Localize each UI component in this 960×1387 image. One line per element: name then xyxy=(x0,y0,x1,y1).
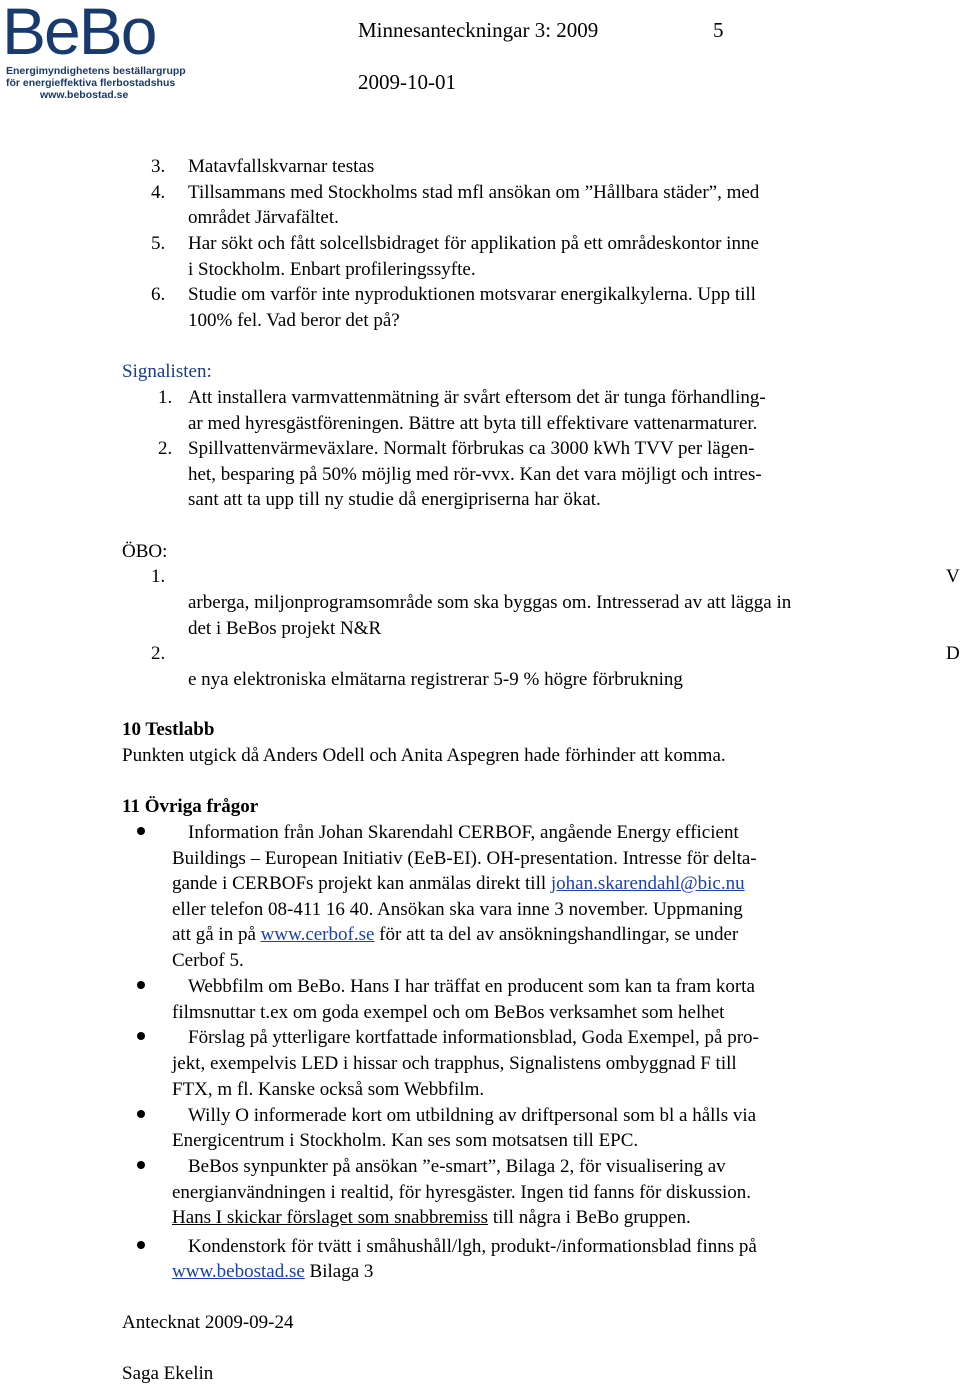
list-item: Förslag på ytterligare kortfattade informationsblad, Goda Exempel, på pro- xyxy=(188,1027,759,1048)
list-item: FTX, m fl. Kanske också som Webbfilm. xyxy=(172,1079,485,1100)
list-number: 5. xyxy=(151,233,166,254)
list-item: Cerbof 5. xyxy=(172,950,244,971)
list-item xyxy=(172,925,738,944)
text: gande i CERBOFs projekt kan anmälas direkt till xyxy=(172,873,551,894)
list-item: Matavfallskvarnar testas xyxy=(188,156,375,177)
logo-url: www.bebostad.se xyxy=(40,89,129,101)
list-number: 1. xyxy=(151,566,166,587)
section-heading-ovriga: 11 Övriga frågor xyxy=(122,796,259,817)
text: att gå in på xyxy=(172,924,261,945)
list-item: Information från Johan Skarendahl CERBOF, angående Energy efficient xyxy=(188,822,739,843)
logo-tagline-2: för energieffektiva flerbostadshus xyxy=(6,77,176,89)
section-heading-signalisten: Signalisten: xyxy=(122,361,212,382)
list-item: Spillvattenvärmeväxlare. Normalt förbrukas ca 3000 kWh TVV per lägen- xyxy=(188,438,755,459)
bullet-icon xyxy=(137,1032,145,1040)
bebostad-link[interactable]: www.bebostad.se xyxy=(172,1261,305,1282)
list-item: eller telefon 08-411 16 40. Ansökan ska vara inne 3 november. Uppmaning xyxy=(172,899,743,920)
bullet-icon xyxy=(137,827,145,835)
list-item xyxy=(172,874,745,893)
list-item: Att installera varmvattenmätning är svårt eftersom det är tunga förhandling- xyxy=(188,387,766,408)
list-item: Buildings – European Initiativ (EeB-EI). OH-presentation. Intresse för delta- xyxy=(172,848,757,869)
list-item: Webbfilm om BeBo. Hans I har träffat en producent som kan ta fram korta xyxy=(188,976,755,997)
section-heading-obo: ÖBO: xyxy=(122,541,168,562)
list-item: Studie om varför inte nyproduktionen motsvarar energikalkylerna. Upp till xyxy=(188,284,756,305)
list-item: Energicentrum i Stockholm. Kan ses som motsatsen till EPC. xyxy=(172,1130,639,1151)
overflow-letter: D xyxy=(946,643,960,664)
logo-text: BeBo xyxy=(2,0,156,68)
document-date: 2009-10-01 xyxy=(358,70,456,94)
list-item: BeBos synpunkter på ansökan ”e-smart”, Bilaga 2, för visualisering av xyxy=(188,1156,726,1177)
email-link[interactable]: johan.skarendahl@bic.nu xyxy=(550,873,745,894)
text: för att ta del av ansökningshandlingar, se under xyxy=(374,924,739,945)
text: till några i BeBo gruppen. xyxy=(488,1207,691,1228)
list-item: Har sökt och fått solcellsbidraget för applikation på ett områdeskontor inne xyxy=(188,233,759,254)
cerbof-link[interactable]: www.cerbof.se xyxy=(260,924,375,945)
section-heading-testlabb: 10 Testlabb xyxy=(122,719,215,740)
list-item: i Stockholm. Enbart profileringssyfte. xyxy=(188,259,476,280)
page-number: 5 xyxy=(713,18,724,42)
bullet-icon xyxy=(137,981,145,989)
logo-tagline-1: Energimyndighetens beställargrupp xyxy=(6,65,186,77)
list-item: sant att ta upp till ny studie då energipriserna har ökat. xyxy=(188,489,601,510)
list-item: filmsnuttar t.ex om goda exempel och om BeBos verksamhet som helhet xyxy=(172,1002,725,1023)
list-item xyxy=(172,1262,373,1281)
author-name: Saga Ekelin xyxy=(122,1363,214,1384)
list-item: e nya elektroniska elmätarna registrerar 5-9 % högre förbrukning xyxy=(188,669,683,690)
bullet-icon xyxy=(137,1161,145,1169)
list-number: 3. xyxy=(151,156,166,177)
list-item: arberga, miljonprogramsområde som ska byggas om. Intresserad av att lägga in xyxy=(188,592,792,613)
list-item: ar med hyresgästföreningen. Bättre att byta till effektivare vattenarmaturer. xyxy=(188,413,758,434)
list-number: 2. xyxy=(158,438,173,459)
list-item: 100% fel. Vad beror det på? xyxy=(188,310,400,331)
bebo-logo xyxy=(0,0,186,101)
bullet-icon xyxy=(137,1241,145,1249)
list-item: het, besparing på 50% möjlig med rör-vvx. Kan det vara möjligt och intres- xyxy=(188,464,762,485)
list-item: Willy O informerade kort om utbildning av driftpersonal som bl a hålls via xyxy=(188,1105,757,1126)
list-number: 6. xyxy=(151,284,166,305)
overflow-letter: V xyxy=(946,566,960,587)
list-item xyxy=(172,1208,691,1227)
underlined-text: Hans I skickar förslaget som snabbremiss xyxy=(172,1207,489,1228)
list-item: Kondenstork för tvätt i småhushåll/lgh, produkt-/informationsblad finns på xyxy=(188,1236,757,1257)
bullet-icon xyxy=(137,1110,145,1118)
list-number: 2. xyxy=(151,643,166,664)
list-item: jekt, exempelvis LED i hissar och trapphus, Signalistens ombyggnad F till xyxy=(172,1053,737,1074)
document-title: Minnesanteckningar 3: 2009 xyxy=(358,18,599,42)
text: Bilaga 3 xyxy=(304,1261,374,1282)
noted-date: Antecknat 2009-09-24 xyxy=(122,1312,294,1333)
list-item: energianvändningen i realtid, för hyresgäster. Ingen tid fanns för diskussion. xyxy=(172,1182,752,1203)
list-item: området Järvafältet. xyxy=(188,207,339,228)
list-item: det i BeBos projekt N&R xyxy=(188,618,382,639)
paragraph: Punkten utgick då Anders Odell och Anita Aspegren hade förhinder att komma. xyxy=(122,745,726,766)
list-item: Tillsammans med Stockholms stad mfl ansökan om ”Hållbara städer”, med xyxy=(188,182,760,203)
list-number: 1. xyxy=(158,387,173,408)
list-number: 4. xyxy=(151,182,166,203)
